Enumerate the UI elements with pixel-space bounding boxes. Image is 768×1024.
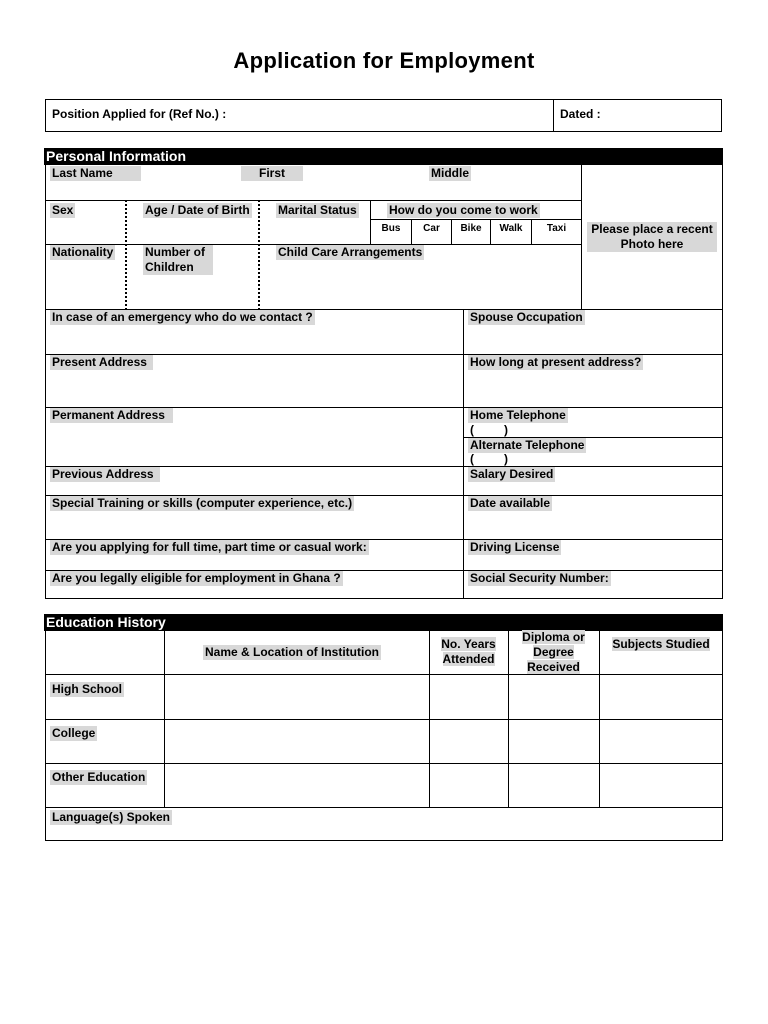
other-education-subjects-field[interactable]: [600, 764, 721, 806]
spouse-occupation-label: Spouse Occupation: [470, 310, 583, 324]
last-name-label: Last Name: [50, 166, 141, 181]
first-name-label: First: [241, 166, 303, 181]
permanent-address-field[interactable]: [46, 425, 462, 465]
sex-field[interactable]: [46, 219, 124, 243]
nationality-field[interactable]: [46, 262, 124, 308]
name-field[interactable]: [46, 182, 580, 199]
how-long-at-address-label: How long at present address?: [470, 355, 642, 369]
age-dob-label: Age / Date of Birth: [145, 203, 250, 217]
salary-desired-field[interactable]: [464, 483, 721, 494]
college-subjects-field[interactable]: [600, 720, 721, 762]
divider: [125, 200, 127, 310]
social-security-field[interactable]: [464, 587, 721, 597]
child-care-field[interactable]: [261, 262, 580, 308]
alternate-telephone-area-code[interactable]: ( ): [470, 452, 508, 466]
middle-name-label: Middle: [431, 166, 469, 180]
high-school-subjects-field[interactable]: [600, 675, 721, 718]
divider: [258, 200, 260, 310]
home-telephone-area-code[interactable]: ( ): [470, 423, 508, 437]
date-available-label: Date available: [470, 496, 551, 510]
other-education-degree-field[interactable]: [509, 764, 598, 806]
divider: [45, 631, 46, 840]
dated-label: Dated :: [560, 107, 601, 121]
transport-option-taxi[interactable]: Taxi: [546, 223, 567, 234]
personal-information-heading: Personal Information: [44, 148, 723, 165]
divider: [370, 219, 581, 220]
column-header-years: [432, 637, 505, 667]
college-degree-field[interactable]: [509, 720, 598, 762]
special-training-label: Special Training or skills (computer experience, etc.): [52, 496, 353, 510]
column-header-degree: [511, 630, 596, 675]
salary-desired-label: Salary Desired: [470, 467, 554, 481]
dated-field[interactable]: [610, 100, 720, 131]
position-applied-label: Position Applied for (Ref No.) :: [52, 107, 227, 121]
driving-license-label: Driving License: [470, 540, 560, 554]
driving-license-field[interactable]: [566, 540, 721, 569]
row-label-other-education: Other Education: [52, 770, 146, 784]
commute-label: How do you come to work: [389, 203, 538, 217]
transport-option-car[interactable]: Car: [423, 223, 440, 234]
column-header-subjects: [611, 637, 711, 652]
divider: [370, 200, 371, 244]
marital-status-label: Marital Status: [278, 203, 357, 217]
nationality-label: Nationality: [52, 245, 114, 259]
languages-spoken-label: Language(s) Spoken: [52, 810, 171, 824]
divider: [45, 840, 723, 841]
alternate-telephone-label: Alternate Telephone: [470, 438, 585, 452]
social-security-label: Social Security Number:: [470, 571, 609, 585]
divider: [45, 598, 723, 599]
college-years-field[interactable]: [430, 720, 507, 762]
languages-spoken-field[interactable]: [180, 808, 721, 839]
divider: [553, 99, 554, 132]
permanent-address-label: Permanent Address: [50, 408, 173, 423]
transport-option-bus[interactable]: Bus: [381, 223, 401, 234]
employment-type-field[interactable]: [46, 556, 462, 569]
high-school-degree-field[interactable]: [509, 675, 598, 718]
present-address-field[interactable]: [46, 372, 462, 406]
employment-type-label: Are you applying for full time, part time or casual work:: [52, 540, 367, 554]
emergency-contact-field[interactable]: [46, 327, 462, 353]
spouse-occupation-field[interactable]: [464, 327, 721, 353]
legal-eligibility-field[interactable]: [46, 587, 462, 597]
home-telephone-label: Home Telephone: [470, 408, 566, 422]
age-dob-field[interactable]: [128, 219, 257, 243]
present-address-label: Present Address: [50, 355, 153, 370]
emergency-contact-label: In case of an emergency who do we contact ?: [52, 310, 313, 324]
child-care-label: Child Care Arrangements: [278, 245, 423, 259]
sex-label: Sex: [52, 203, 74, 217]
transport-option-walk[interactable]: Walk: [499, 223, 523, 234]
college-institution-field[interactable]: [165, 720, 428, 762]
previous-address-label: Previous Address: [50, 467, 160, 482]
number-of-children-label: Number of Children: [143, 245, 213, 275]
transport-option-bike[interactable]: Bike: [460, 223, 482, 234]
column-header-degree-text: Diploma or Degree Received: [522, 630, 585, 674]
high-school-institution-field[interactable]: [165, 675, 428, 718]
position-applied-field[interactable]: [258, 100, 552, 131]
divider: [722, 631, 723, 840]
legal-eligibility-label: Are you legally eligible for employment in Ghana ?: [52, 571, 341, 585]
divider: [722, 165, 723, 599]
date-available-field[interactable]: [464, 513, 721, 538]
photo-placeholder[interactable]: Please place a recent Photo here: [587, 222, 717, 252]
previous-address-field[interactable]: [160, 467, 462, 494]
row-label-high-school: High School: [52, 682, 122, 696]
other-education-years-field[interactable]: [430, 764, 507, 806]
how-long-at-address-field[interactable]: [464, 372, 721, 406]
divider: [581, 165, 582, 310]
row-label-college: College: [52, 726, 96, 740]
column-header-institution: Name & Location of Institution: [205, 645, 379, 659]
high-school-years-field[interactable]: [430, 675, 507, 718]
marital-status-field[interactable]: [261, 219, 369, 243]
number-of-children-field[interactable]: [128, 278, 257, 308]
column-header-subjects-text: Subjects Studied: [612, 637, 710, 651]
column-header-years-text: No. Years Attended: [441, 637, 496, 666]
education-history-heading: Education History: [44, 614, 723, 631]
page-title: Application for Employment: [233, 48, 535, 73]
special-training-field[interactable]: [46, 513, 462, 538]
other-education-institution-field[interactable]: [165, 764, 428, 806]
